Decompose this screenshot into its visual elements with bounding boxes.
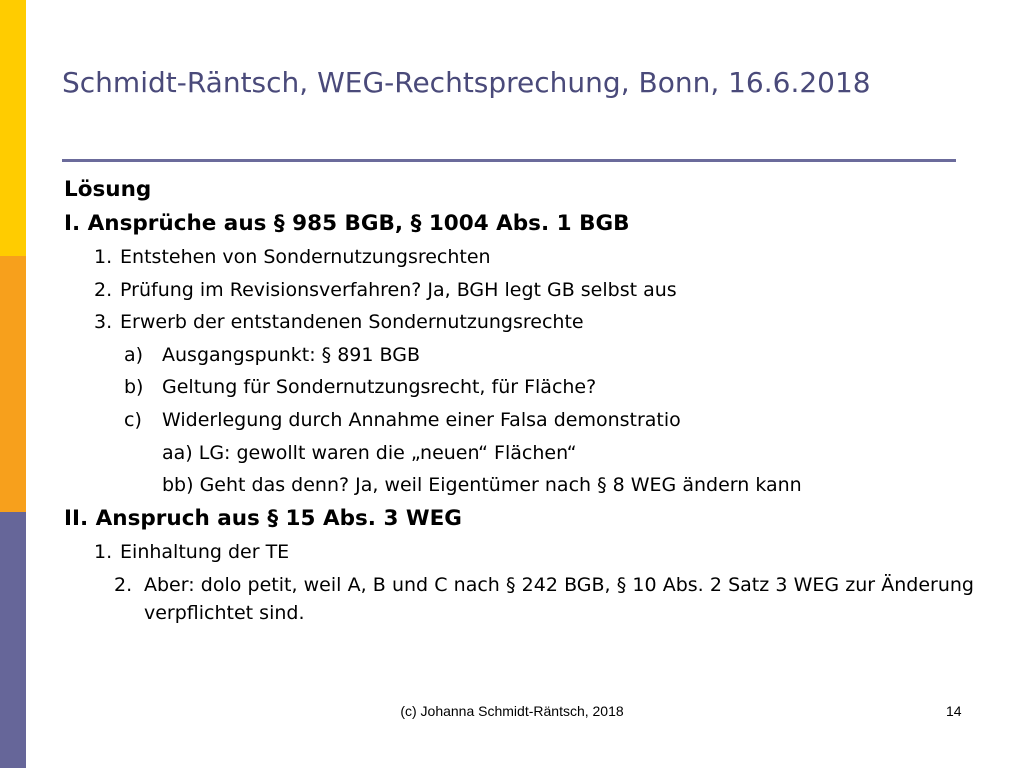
item-text: Widerlegung durch Annahme einer Falsa demonstratio	[162, 408, 681, 431]
list-item	[64, 571, 974, 627]
sub-sub-list-item: bb) Geht das denn? Ja, weil Eigentümer nach § 8 WEG ändern kann	[162, 474, 802, 497]
item-number: c)	[124, 408, 142, 431]
item-text: Erwerb der entstandenen Sondernutzungsrechte	[120, 311, 584, 334]
section-1-title: I. Ansprüche aus § 985 BGB, § 1004 Abs. 1 BGB	[64, 211, 630, 236]
list-item	[64, 274, 974, 307]
sub-list-item	[64, 404, 974, 437]
slide-content	[64, 173, 974, 627]
item-number: b)	[124, 376, 144, 399]
page-number: 14	[946, 703, 962, 719]
item-text: Aber: dolo petit, weil A, B und C nach § 242 BGB, § 10 Abs. 2 Satz 3 WEG zur Änderung verpflichtet sind.	[144, 574, 974, 625]
sub-list-item	[64, 339, 974, 372]
accent-bar-purple	[0, 512, 26, 768]
item-text: Ausgangspunkt: § 891 BGB	[162, 343, 420, 366]
solution-heading: Lösung	[64, 177, 152, 202]
section-2-title: II. Anspruch aus § 15 Abs. 3 WEG	[64, 505, 462, 531]
item-number: 3.	[94, 311, 113, 334]
item-text: Einhaltung der TE	[120, 540, 290, 563]
slide-title: Schmidt-Räntsch, WEG-Rechtsprechung, Bonn, 16.6.2018	[62, 66, 871, 99]
item-number: 2.	[94, 278, 113, 301]
accent-bar-orange	[0, 256, 26, 512]
list-item	[64, 536, 974, 569]
item-number: a)	[124, 343, 144, 366]
item-number: 1.	[94, 540, 113, 563]
slide-footer: (c) Johanna Schmidt-Räntsch, 2018	[400, 703, 624, 719]
item-number: 2.	[114, 574, 133, 597]
item-number: 1.	[94, 246, 113, 268]
list-item	[64, 306, 974, 339]
item-text: Prüfung im Revisionsverfahren? Ja, BGH legt GB selbst aus	[120, 278, 677, 301]
sub-list-item	[64, 371, 974, 404]
accent-bar-yellow	[0, 0, 26, 256]
list-item	[64, 241, 974, 274]
sub-sub-list-item: aa) LG: gewollt waren die „neuen“ Flächen“	[162, 441, 577, 464]
item-text: Geltung für Sondernutzungsrecht, für Fläche?	[162, 376, 597, 399]
title-divider	[62, 159, 956, 162]
item-text: Entstehen von Sondernutzungsrechten	[120, 246, 491, 268]
